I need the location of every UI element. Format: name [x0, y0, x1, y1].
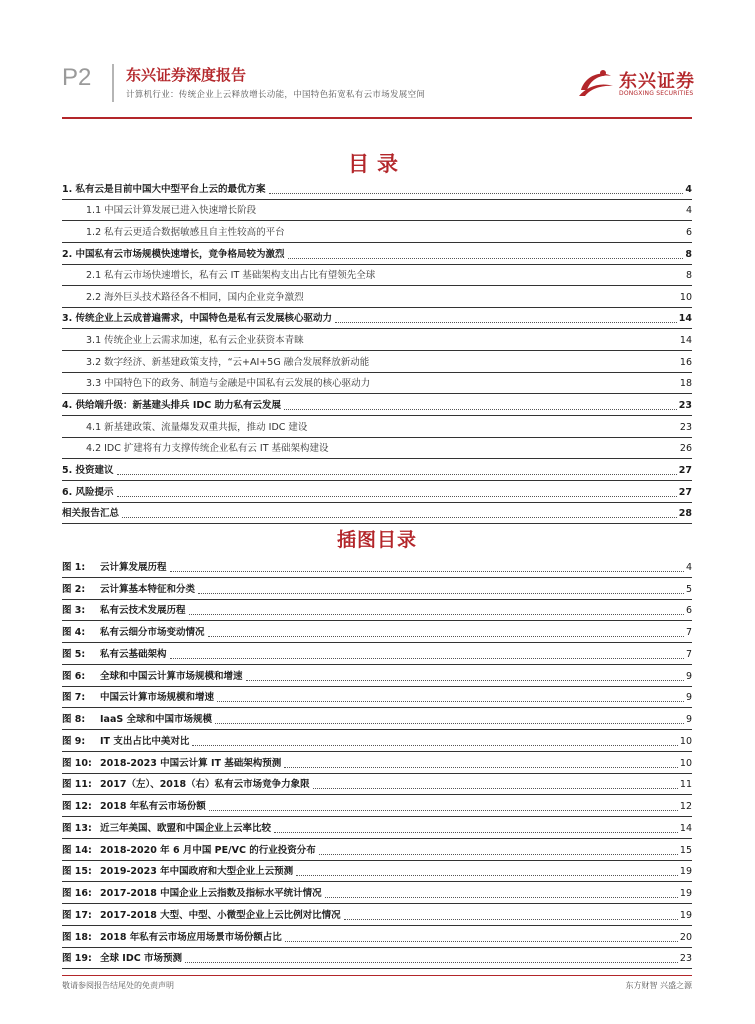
toc-entry[interactable]: [62, 438, 692, 460]
toc-entry-label: 3. 传统企业上云成普遍需求，中国特色是私有云发展核心驱动力: [62, 313, 333, 325]
toc-entry-page: 27: [678, 464, 692, 476]
figure-entry[interactable]: [62, 752, 692, 774]
figure-entry-number: 图 11:: [62, 779, 92, 791]
figure-entry-page: 19: [679, 888, 692, 899]
figure-leader-dots: [344, 919, 678, 920]
figure-entry-label: 全球 IDC 市场预测: [100, 953, 183, 965]
logo-emblem-icon: [575, 64, 615, 104]
figure-leader-dots: [313, 788, 678, 789]
toc-entry[interactable]: [62, 178, 692, 200]
figure-entry[interactable]: [62, 904, 692, 926]
toc-entry-page: 8: [685, 270, 692, 282]
figure-entry-label: 2017-2018 大型、中型、小微型企业上云比例对比情况: [100, 909, 341, 921]
figure-entry[interactable]: [62, 882, 692, 904]
toc-entry-label: 2.1 私有云市场快速增长，私有云 IT 基础架构支出占比有望领先全球: [86, 270, 376, 282]
figure-entry-label: 2018 年私有云市场份额: [100, 801, 206, 812]
figure-leader-dots: [319, 854, 678, 855]
figure-entry-page: 7: [685, 648, 692, 660]
toc-entry-label: 3.2 数字经济、新基建政策支持，“云+AI+5G 融合发展释放新动能: [86, 356, 370, 368]
figure-entry[interactable]: [62, 817, 692, 839]
toc-entry-page: 16: [679, 356, 692, 368]
figure-entry-page: 10: [679, 757, 692, 769]
figure-list-title: 插图目录: [336, 529, 417, 551]
figure-entry-page: 11: [679, 779, 692, 791]
toc-entry-page: 4: [685, 183, 692, 195]
toc-entry[interactable]: [62, 459, 692, 481]
figure-leader-dots: [189, 614, 684, 615]
toc-entry-label: 3.1 传统企业上云需求加速，私有云企业获资本青睐: [86, 335, 304, 347]
figure-entry-label: 2017（左）、2018（右）私有云市场竞争力象限: [100, 779, 310, 791]
figure-entry[interactable]: [62, 839, 692, 861]
figure-entry-number: 图 4:: [62, 627, 86, 638]
company-logo: [575, 64, 703, 104]
toc-entry-page: 14: [678, 313, 692, 325]
figure-entry-page: 7: [685, 627, 692, 638]
figure-entry-page: 6: [685, 605, 692, 617]
toc-leader-dots: [269, 193, 684, 194]
toc-entry[interactable]: [62, 373, 692, 395]
toc-entry-label: 4.2 IDC 扩建将有力支撑传统企业私有云 IT 基础架构建设: [86, 443, 329, 455]
toc-list: [62, 178, 692, 524]
figure-entry-page: 9: [685, 670, 692, 682]
figure-entry-label: 中国云计算市场规模和增速: [100, 692, 215, 704]
figure-entry-number: 图 18:: [62, 931, 92, 943]
toc-entry[interactable]: [62, 308, 692, 330]
figure-entry[interactable]: [62, 578, 692, 600]
toc-leader-dots: [335, 322, 677, 323]
figure-entry-number: 图 8:: [62, 714, 86, 725]
figure-entry-label: IaaS 全球和中国市场规模: [100, 714, 213, 725]
toc-entry-page: 10: [679, 291, 692, 303]
figure-entry[interactable]: [62, 621, 692, 643]
figure-entry-number: 图 2:: [62, 583, 86, 595]
toc-entry[interactable]: [62, 503, 692, 525]
toc-entry-label: 2.2 海外巨头技术路径各不相同，国内企业竞争激烈: [86, 291, 304, 303]
toc-leader-dots: [288, 258, 684, 259]
figure-leader-dots: [274, 832, 678, 833]
report-title: 东兴证券深度报告: [126, 66, 247, 84]
figure-entry-page: 23: [679, 953, 692, 965]
figure-entry[interactable]: [62, 795, 692, 817]
figure-entry-label: 全球和中国云计算市场规模和增速: [100, 670, 243, 682]
toc-entry[interactable]: [62, 243, 692, 265]
page-number: P2: [62, 64, 92, 91]
figure-leader-dots: [170, 658, 684, 659]
report-subtitle: 计算机行业：传统企业上云释放增长动能，中国特色拓宽私有云市场发展空间: [126, 90, 426, 100]
figure-entry-page: 12: [679, 801, 692, 812]
toc-entry[interactable]: [62, 265, 692, 287]
header-rule: [62, 117, 692, 119]
toc-title: 目录: [348, 152, 406, 176]
toc-entry-page: 14: [679, 335, 692, 347]
figure-entry[interactable]: [62, 926, 692, 948]
figure-leader-dots: [208, 636, 684, 637]
toc-entry-label: 3.3 中国特色下的政务、制造与金融是中国私有云发展的核心驱动力: [86, 378, 371, 390]
toc-leader-dots: [117, 474, 677, 475]
figure-leader-dots: [192, 745, 678, 746]
toc-entry-page: 23: [679, 421, 692, 433]
figure-entry-page: 15: [679, 844, 692, 856]
toc-entry-page: 8: [685, 248, 692, 260]
figure-leader-dots: [325, 897, 678, 898]
figure-leader-dots: [209, 810, 678, 811]
toc-entry[interactable]: [62, 481, 692, 503]
figure-leader-dots: [185, 962, 678, 963]
figure-entry-number: 图 12:: [62, 801, 92, 812]
toc-entry-page: 18: [679, 378, 692, 390]
figure-leader-dots: [285, 941, 678, 942]
figure-entry-page: 20: [679, 931, 692, 943]
footer-slogan: 东方财智 兴盛之源: [625, 981, 692, 990]
toc-entry-label: 1.1 中国云计算发展已进入快速增长阶段: [86, 205, 257, 217]
figure-entry-label: 近三年美国、欧盟和中国企业上云率比较: [100, 822, 272, 834]
toc-leader-dots: [122, 517, 677, 518]
figure-entry[interactable]: [62, 665, 692, 687]
figure-entry[interactable]: [62, 643, 692, 665]
figure-leader-dots: [215, 723, 684, 724]
figure-entry-label: IT 支出占比中美对比: [100, 735, 190, 747]
figure-entry-number: 图 17:: [62, 909, 92, 921]
figure-entry-page: 14: [679, 822, 692, 834]
figure-leader-dots: [217, 701, 684, 702]
figure-entry-number: 图 1:: [62, 561, 86, 573]
toc-entry-label: 4.1 新基建政策、流量爆发双重共振，推动 IDC 建设: [86, 421, 308, 433]
figure-entry-label: 私有云技术发展历程: [100, 605, 186, 617]
figure-entry-page: 9: [685, 714, 692, 725]
toc-entry-page: 28: [678, 508, 692, 520]
toc-entry-page: 27: [678, 486, 692, 498]
figure-entry-number: 图 15:: [62, 866, 92, 878]
toc-entry[interactable]: [62, 286, 692, 308]
figure-entry-number: 图 3:: [62, 605, 86, 617]
toc-entry[interactable]: [62, 416, 692, 438]
figure-leader-dots: [170, 571, 684, 572]
figure-entry[interactable]: [62, 774, 692, 796]
figure-entry-number: 图 13:: [62, 822, 92, 834]
figure-entry-number: 图 10:: [62, 757, 92, 769]
toc-entry-label: 5. 投资建议: [62, 464, 114, 476]
figure-entry-label: 云计算基本特征和分类: [100, 583, 196, 595]
toc-entry-page: 4: [685, 205, 692, 217]
figure-entry-label: 云计算发展历程: [100, 561, 167, 573]
figure-leader-dots: [296, 875, 678, 876]
figure-entry-number: 图 5:: [62, 648, 86, 660]
toc-entry-page: 23: [678, 400, 692, 412]
toc-entry-label: 相关报告汇总: [62, 508, 120, 520]
toc-entry[interactable]: [62, 351, 692, 373]
figure-leader-dots: [198, 593, 684, 594]
figure-entry-page: 5: [685, 583, 692, 595]
figure-entry-label: 私有云基础架构: [100, 648, 167, 660]
toc-entry-page: 26: [679, 443, 692, 455]
figure-entry[interactable]: [62, 861, 692, 883]
figure-entry-page: 19: [679, 866, 692, 878]
figure-entry[interactable]: [62, 708, 692, 730]
toc-entry-page: 6: [685, 226, 692, 238]
toc-entry[interactable]: [62, 221, 692, 243]
figure-entry[interactable]: [62, 730, 692, 752]
toc-entry[interactable]: [62, 200, 692, 222]
toc-leader-dots: [117, 496, 677, 497]
figure-entry-number: 图 19:: [62, 953, 92, 965]
toc-entry-label: 1.2 私有云更适合数据敏感且自主性较高的平台: [86, 226, 285, 238]
figure-entry[interactable]: [62, 948, 692, 970]
toc-leader-dots: [284, 409, 677, 410]
figure-entry-label: 2018-2020 年 6 月中国 PE/VC 的行业投资分布: [100, 844, 316, 856]
figure-entry-page: 4: [685, 561, 692, 573]
figure-entry-number: 图 9:: [62, 735, 86, 747]
toc-entry-label: 6. 风险提示: [62, 486, 114, 498]
figure-entry[interactable]: [62, 687, 692, 709]
figure-leader-dots: [284, 767, 678, 768]
figure-entry-label: 2017-2018 中国企业上云指数及指标水平统计情况: [100, 888, 322, 899]
figure-entry-page: 9: [685, 692, 692, 704]
figure-leader-dots: [246, 680, 684, 681]
logo-text-en: DONGXING SECURITIES: [619, 90, 694, 97]
figure-entry-label: 私有云细分市场变动情况: [100, 627, 205, 638]
toc-entry-label: 4. 供给端升级：新基建头排兵 IDC 助力私有云发展: [62, 400, 282, 412]
figure-entry-number: 图 14:: [62, 844, 92, 856]
toc-entry[interactable]: [62, 329, 692, 351]
footer-disclaimer: 敬请参阅报告结尾处的免责声明: [62, 981, 174, 990]
figure-entry-label: 2018-2023 中国云计算 IT 基础架构预测: [100, 757, 282, 769]
figure-entry[interactable]: [62, 600, 692, 622]
header-divider: [112, 64, 114, 102]
footer-rule: [62, 975, 692, 976]
figure-entry-number: 图 7:: [62, 692, 86, 704]
figure-entry-page: 19: [679, 909, 692, 921]
toc-entry[interactable]: [62, 394, 692, 416]
figure-entry-label: 2018 年私有云市场应用场景市场份额占比: [100, 931, 282, 943]
figure-entry-page: 10: [679, 735, 692, 747]
toc-entry-label: 2. 中国私有云市场规模快速增长，竞争格局较为激烈: [62, 248, 285, 260]
figure-entry-label: 2019-2023 年中国政府和大型企业上云预测: [100, 866, 294, 878]
figure-entry-number: 图 6:: [62, 670, 86, 682]
logo-text-cn: 东兴证券: [619, 71, 695, 92]
toc-entry-label: 1. 私有云是目前中国大中型平台上云的最优方案: [62, 183, 266, 195]
figure-list: [62, 556, 692, 969]
figure-entry-number: 图 16:: [62, 888, 92, 899]
figure-entry[interactable]: [62, 556, 692, 578]
